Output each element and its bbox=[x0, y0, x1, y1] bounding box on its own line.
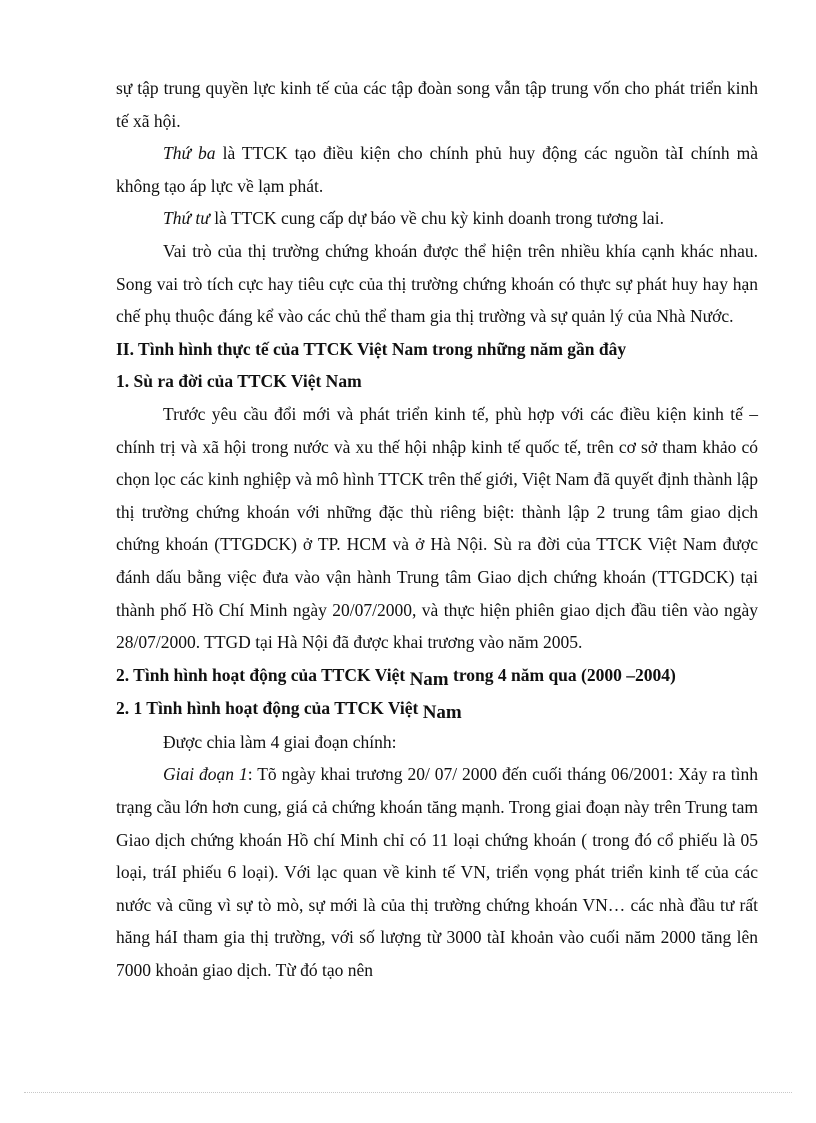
heading-2-1-part-a: 2. 1 Tình hình hoạt động của TTCK Việt bbox=[116, 698, 423, 719]
heading-2-part-a: 2. Tình hình hoạt động của TTCK Việt bbox=[116, 664, 410, 685]
paragraph-thu-ba bbox=[116, 137, 758, 202]
section-heading-2-1 bbox=[116, 692, 758, 726]
section-heading-2 bbox=[116, 659, 758, 693]
text-giai-doan-1: : Tõ ngày khai trương 20/ 07/ 2000 đến cuối tháng 06/2001: Xảy ra tình trạng cầu lớn hơn cung, giá cả chứng khoán tăng mạnh. Trong giai đoạn này trên Trung tam Giao dịch chứng khoán Hồ chí Minh chỉ có 11 loại chứng khoán ( trong đó cổ phiếu là 05 loại, tráI phiếu 6 loại). Với lạc quan về kinh tế VN, triển vọng phát triển kinh tế của các nước và cũng vì sự tò mò, sự mới là của thị trường chứng khoán VN… các nhà đầu tư rất hăng háI tham gia thị trường, với số lượng từ 3000 tàI khoản vào cuối năm 2000 tăng lên 7000 khoản giao dịch. Từ đó tạo nên bbox=[116, 764, 758, 981]
heading-2-sub: Nam bbox=[409, 668, 449, 690]
heading-2-1-sub: Nam bbox=[422, 702, 462, 724]
text-thu-tu: là TTCK cung cấp dự báo về chu kỳ kinh doanh trong tương lai. bbox=[209, 208, 664, 229]
lead-thu-tu: Thứ tư bbox=[163, 208, 210, 229]
text-thu-ba: là TTCK tạo điều kiện cho chính phủ huy động các nguồn tàI chính mà không tạo áp lực về lạm phát. bbox=[116, 143, 758, 196]
page-bottom-divider bbox=[24, 1092, 792, 1093]
section-heading-ii: II. Tình hình thực tế của TTCK Việt Nam trong những năm gần đây bbox=[116, 338, 627, 359]
paragraph-thu-tu bbox=[116, 202, 758, 235]
paragraph-vai-tro: Vai trò của thị trường chứng khoán được thể hiện trên nhiều khía cạnh khác nhau. Song vai trò tích cực hay tiêu cực của thị trường chứng khoán có thực sự phát huy hay hạn chế phụ thuộc đáng kể vào các chủ thể tham gia thị trường và sự quản lý của Nhà Nước. bbox=[116, 240, 758, 327]
paragraph-giai-doan-1 bbox=[116, 758, 758, 986]
paragraph-continuation: sự tập trung quyền lực kinh tế của các tập đoàn song vẫn tập trung vốn cho phát triển kinh tế xã hội. bbox=[116, 78, 758, 131]
paragraph-giai-doan-intro: Được chia làm 4 giai đoạn chính: bbox=[163, 731, 397, 752]
document-page bbox=[116, 72, 758, 987]
lead-giai-doan-1: Giai đoạn 1 bbox=[163, 764, 248, 785]
section-heading-1: 1. Sù ra đời của TTCK Việt Nam bbox=[116, 371, 362, 392]
paragraph-su-ra-doi: Trước yêu cầu đổi mới và phát triển kinh tế, phù hợp với các điều kiện kinh tế – chính trị và xã hội trong nước và xu thế hội nhập kinh tế quốc tế, trên cơ sở tham khảo có chọn lọc các kinh nghiệp và mô hình TTCK trên thế giới, Việt Nam đã quyết định thành lập thị trường chứng khoán với những đặc thù riêng biệt: thành lập 2 trung tâm giao dịch chứng khoán (TTGDCK) ở TP. HCM và ở Hà Nội. Sù ra đời của TTCK Việt Nam được đánh dấu bằng việc đưa vào vận hành Trung tâm Giao dịch chứng khoán (TTGDCK) tại thành phố Hồ Chí Minh ngày 20/07/2000, và thực hiện phiên giao dịch đầu tiên vào ngày 28/07/2000. TTGD tại Hà Nội đã được khai trương vào năm 2005. bbox=[116, 403, 758, 653]
lead-thu-ba: Thứ ba bbox=[163, 143, 216, 164]
heading-2-part-b: trong 4 năm qua (2000 –2004) bbox=[448, 664, 676, 685]
